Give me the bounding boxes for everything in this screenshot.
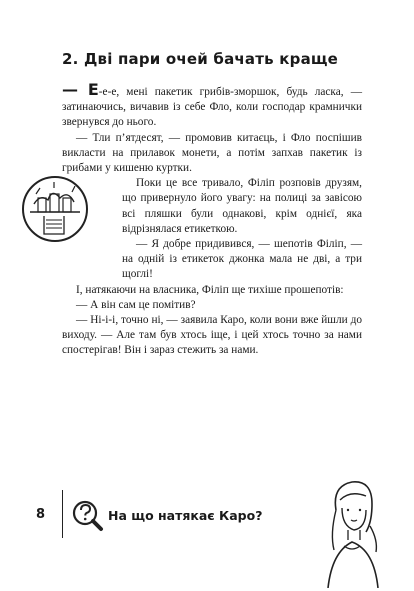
chapter-title: 2. Дві пари очей бачать краще (62, 50, 339, 68)
paragraph-1 (62, 82, 362, 131)
question-magnifier-icon (70, 498, 104, 532)
story-text (62, 82, 362, 359)
paragraph-6: — А він сам це помітив? (76, 298, 196, 311)
footer-question: На що натякає Каро? (108, 508, 263, 523)
drop-cap: — Е (62, 80, 99, 99)
bottles-illustration (20, 174, 90, 244)
page-number: 8 (36, 507, 46, 522)
paragraph-1-text: -е-е, мені пакетик грибів-зморшок, будь ласка, — затинаючись, вичавив із себе Фло, коли господар крамнички звернувся до нього. (62, 86, 362, 129)
paragraph-5: І, натякаючи на власника, Філіп ще тихіше прошепотів: (76, 283, 344, 296)
paragraph-4: — Я добре придивився, — шепотів Філіп, — на одній із етикеток джонка мала не дві, а три щоглі! (122, 238, 362, 281)
paragraph-7: — Ні-і-і, точно ні, — заявила Каро, коли вони вже йшли до виходу. — Але там був хтось іще, і цей хтось точно за нами спостерігав! Він і зараз стежить за нами. (62, 314, 362, 357)
girl-character-drawing (318, 470, 384, 588)
paragraph-3: Поки це все тривало, Філіп розповів друзям, що привернуло його увагу: на полиці за завісою всі пляшки були однакові, крім однієї, яка відрізнялася етикеткою. (122, 177, 362, 235)
paragraph-2: — Тли п’ятдесят, — промовив китаєць, і Фло поспішив викласти на прилавок монети, а потім запхав пакетик із грибами у кишеню куртки. (62, 131, 362, 175)
footer-divider (62, 490, 63, 538)
